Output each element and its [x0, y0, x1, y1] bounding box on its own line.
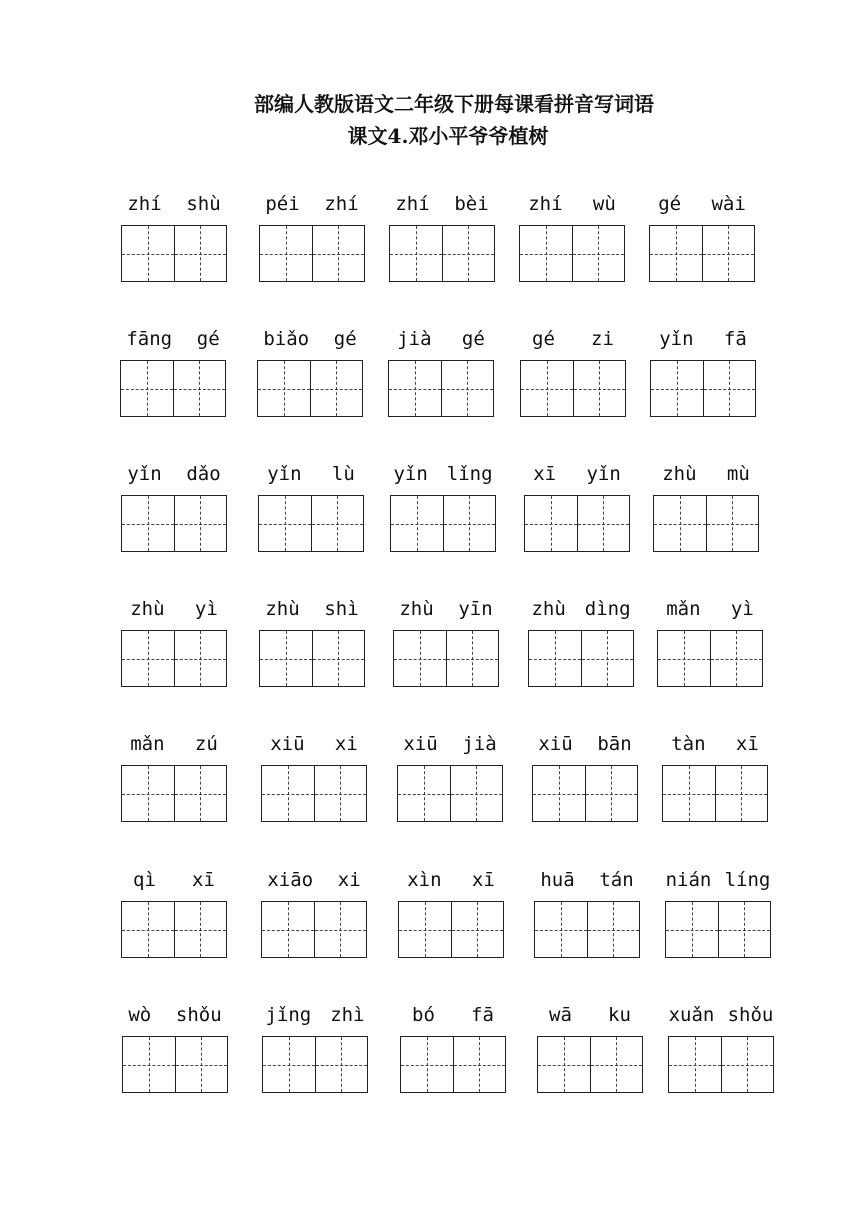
pinyin-syllable: zhí [395, 193, 430, 215]
pinyin-syllable: wā [549, 1004, 572, 1026]
word-item [393, 597, 499, 687]
pinyin-syllable: xī [735, 733, 759, 755]
character-cell[interactable] [263, 1037, 315, 1092]
pinyin-label [384, 462, 502, 486]
lesson-title: 课文4.邓小平爷爷植树 [347, 124, 549, 148]
word-item [400, 1003, 506, 1093]
pinyin-syllable: lǐng [446, 463, 493, 485]
pinyin-label [382, 327, 500, 351]
character-cell[interactable] [529, 631, 581, 686]
pinyin-syllable: lù [331, 463, 355, 485]
character-cell[interactable] [572, 226, 625, 281]
pinyin-syllable: gé [196, 328, 220, 350]
pinyin-syllable: xiū [270, 733, 305, 755]
word-item [397, 732, 503, 822]
pinyin-syllable: zhí [324, 193, 359, 215]
tianzige-writing-boxes[interactable] [257, 360, 363, 417]
character-cell[interactable] [173, 361, 226, 416]
tianzige-writing-boxes[interactable] [532, 765, 638, 822]
pinyin-syllable: yǐn [659, 328, 694, 350]
character-cell[interactable] [718, 902, 771, 957]
tianzige-writing-boxes[interactable] [121, 225, 227, 282]
character-cell[interactable] [174, 766, 227, 821]
character-cell[interactable] [315, 1037, 368, 1092]
tianzige-writing-boxes[interactable] [400, 1036, 506, 1093]
pinyin-syllable: zhù [265, 598, 300, 620]
word-item [653, 462, 759, 552]
tianzige-writing-boxes[interactable] [262, 1036, 368, 1093]
pinyin-syllable: yì [194, 598, 218, 620]
character-cell[interactable] [122, 631, 174, 686]
character-cell[interactable] [706, 496, 759, 551]
tianzige-writing-boxes[interactable] [653, 495, 759, 552]
word-item [649, 192, 755, 282]
pinyin-syllable: gé [461, 328, 485, 350]
character-cell[interactable] [122, 226, 174, 281]
word-item [261, 868, 367, 958]
pinyin-label [252, 462, 370, 486]
tianzige-writing-boxes[interactable] [259, 225, 365, 282]
pinyin-syllable: yǐn [393, 463, 428, 485]
exercise-row [0, 192, 860, 292]
pinyin-label [394, 1003, 512, 1027]
tianzige-writing-boxes[interactable] [657, 630, 763, 687]
pinyin-label [115, 868, 233, 892]
pinyin-syllable: huā [540, 869, 575, 891]
tianzige-writing-boxes[interactable] [537, 1036, 643, 1093]
character-cell[interactable] [399, 902, 451, 957]
character-cell[interactable] [262, 766, 314, 821]
tianzige-writing-boxes[interactable] [388, 360, 494, 417]
tianzige-writing-boxes[interactable] [528, 630, 634, 687]
tianzige-writing-boxes[interactable] [668, 1036, 774, 1093]
character-cell[interactable] [260, 631, 312, 686]
pinyin-label [643, 192, 761, 216]
character-cell[interactable] [658, 631, 710, 686]
pinyin-label [518, 462, 636, 486]
character-cell[interactable] [258, 361, 310, 416]
pinyin-syllable: wò [128, 1004, 152, 1026]
tianzige-writing-boxes[interactable] [534, 901, 640, 958]
character-cell[interactable] [650, 226, 702, 281]
pinyin-label [256, 1003, 374, 1027]
character-cell[interactable] [174, 631, 227, 686]
character-cell[interactable] [398, 766, 450, 821]
pinyin-syllable: jià [397, 328, 432, 350]
pinyin-syllable: zi [591, 328, 614, 350]
pinyin-syllable: tán [599, 869, 634, 891]
character-cell[interactable] [122, 496, 174, 551]
pinyin-syllable: xi [337, 869, 361, 891]
pinyin-syllable: shù [186, 193, 221, 215]
tianzige-writing-boxes[interactable] [121, 765, 227, 822]
character-cell[interactable] [535, 902, 587, 957]
word-item [524, 462, 630, 552]
exercise-row [0, 1003, 860, 1103]
character-cell[interactable] [538, 1037, 590, 1092]
word-item [261, 732, 367, 822]
tianzige-writing-boxes[interactable] [519, 225, 625, 282]
pinyin-syllable: wài [711, 193, 746, 215]
pinyin-syllable: jià [462, 733, 497, 755]
pinyin-label [528, 868, 646, 892]
pinyin-syllable: zhù [662, 463, 697, 485]
tianzige-writing-boxes[interactable] [397, 765, 503, 822]
word-item [519, 192, 625, 282]
word-item [657, 597, 763, 687]
pinyin-syllable: dǎo [186, 463, 221, 485]
pinyin-syllable: xiāo [267, 869, 314, 891]
pinyin-syllable: tàn [671, 733, 706, 755]
word-item [120, 327, 226, 417]
word-item [665, 868, 771, 958]
pinyin-syllable: zhí [127, 193, 162, 215]
pinyin-label [662, 1003, 780, 1027]
pinyin-syllable: yǐn [586, 463, 621, 485]
pinyin-syllable: gé [658, 193, 682, 215]
word-item [121, 192, 227, 282]
pinyin-label [114, 327, 232, 351]
character-cell[interactable] [121, 361, 173, 416]
pinyin-syllable: bān [597, 733, 632, 755]
character-cell[interactable] [581, 631, 634, 686]
character-cell[interactable] [710, 631, 763, 686]
pinyin-label [253, 192, 371, 216]
pinyin-syllable: fā [471, 1004, 494, 1026]
pinyin-label [391, 732, 509, 756]
character-cell[interactable] [441, 361, 494, 416]
pinyin-syllable: mù [726, 463, 750, 485]
character-cell[interactable] [654, 496, 706, 551]
character-cell[interactable] [401, 1037, 453, 1092]
word-item [257, 327, 363, 417]
tianzige-writing-boxes[interactable] [121, 495, 227, 552]
word-item [398, 868, 504, 958]
character-cell[interactable] [122, 902, 174, 957]
tianzige-writing-boxes[interactable] [120, 360, 226, 417]
character-cell[interactable] [174, 226, 227, 281]
word-item [258, 462, 364, 552]
pinyin-syllable: xuǎn [668, 1004, 715, 1026]
exercise-row [0, 327, 860, 427]
tianzige-writing-boxes[interactable] [398, 901, 504, 958]
pinyin-label [255, 868, 373, 892]
pinyin-syllable: péi [265, 193, 300, 215]
word-item [650, 327, 756, 417]
exercise-row [0, 462, 860, 562]
pinyin-syllable: bèi [454, 193, 489, 215]
character-cell[interactable] [651, 361, 703, 416]
pinyin-label [531, 1003, 649, 1027]
character-cell[interactable] [703, 361, 756, 416]
word-item [121, 732, 227, 822]
tianzige-writing-boxes[interactable] [121, 901, 227, 958]
character-cell[interactable] [525, 496, 577, 551]
character-cell[interactable] [521, 361, 573, 416]
character-cell[interactable] [715, 766, 768, 821]
character-cell[interactable] [123, 1037, 175, 1092]
word-item [121, 462, 227, 552]
character-cell[interactable] [451, 902, 504, 957]
character-cell[interactable] [314, 902, 367, 957]
exercise-row [0, 597, 860, 697]
pinyin-label [651, 597, 769, 621]
tianzige-writing-boxes[interactable] [649, 225, 755, 282]
word-item [668, 1003, 774, 1093]
pinyin-label [514, 327, 632, 351]
pinyin-syllable: xìn [407, 869, 442, 891]
character-cell[interactable] [394, 631, 446, 686]
character-cell[interactable] [174, 902, 227, 957]
pinyin-syllable: gé [532, 328, 555, 350]
pinyin-syllable: wù [592, 193, 616, 215]
character-cell[interactable] [391, 496, 443, 551]
pinyin-label [656, 732, 774, 756]
word-item [389, 192, 495, 282]
character-cell[interactable] [175, 1037, 228, 1092]
pinyin-label [644, 327, 762, 351]
pinyin-syllable: líng [724, 869, 771, 891]
tianzige-writing-boxes[interactable] [393, 630, 499, 687]
character-cell[interactable] [442, 226, 495, 281]
pinyin-syllable: gé [333, 328, 357, 350]
character-cell[interactable] [312, 226, 365, 281]
character-cell[interactable] [450, 766, 503, 821]
pinyin-label [115, 597, 233, 621]
word-item [537, 1003, 643, 1093]
pinyin-label [387, 597, 505, 621]
pinyin-syllable: jǐng [265, 1004, 312, 1026]
pinyin-syllable: yǐn [267, 463, 302, 485]
exercise-row [0, 868, 860, 968]
pinyin-syllable: xī [533, 463, 557, 485]
tianzige-writing-boxes[interactable] [650, 360, 756, 417]
pinyin-syllable: qì [133, 869, 156, 891]
pinyin-syllable: yǐn [127, 463, 162, 485]
word-item [390, 462, 496, 552]
pinyin-syllable: zhù [531, 598, 566, 620]
character-cell[interactable] [122, 766, 174, 821]
pinyin-syllable: shì [324, 598, 359, 620]
pinyin-syllable: xiū [403, 733, 438, 755]
pinyin-label [526, 732, 644, 756]
word-item [262, 1003, 368, 1093]
pinyin-label [115, 462, 233, 486]
tianzige-writing-boxes[interactable] [259, 630, 365, 687]
character-cell[interactable] [389, 361, 441, 416]
character-cell[interactable] [669, 1037, 721, 1092]
character-cell[interactable] [663, 766, 715, 821]
word-item [122, 1003, 228, 1093]
tianzige-writing-boxes[interactable] [389, 225, 495, 282]
word-item [388, 327, 494, 417]
character-cell[interactable] [259, 496, 311, 551]
tianzige-writing-boxes[interactable] [390, 495, 496, 552]
pinyin-syllable: fāng [126, 328, 173, 350]
tianzige-writing-boxes[interactable] [261, 765, 367, 822]
tianzige-writing-boxes[interactable] [665, 901, 771, 958]
pinyin-syllable: nián [665, 869, 712, 891]
pinyin-syllable: fā [723, 328, 747, 350]
word-item [121, 868, 227, 958]
tianzige-writing-boxes[interactable] [258, 495, 364, 552]
pinyin-syllable: dìng [584, 598, 631, 620]
tianzige-writing-boxes[interactable] [122, 1036, 228, 1093]
pinyin-label [115, 192, 233, 216]
page-title: 部编人教版语文二年级下册每课看拼音写词语 [254, 92, 654, 116]
character-cell[interactable] [390, 226, 442, 281]
pinyin-syllable: zhù [399, 598, 434, 620]
word-item [259, 597, 365, 687]
pinyin-syllable: ku [608, 1004, 631, 1026]
pinyin-syllable: zú [194, 733, 218, 755]
tianzige-writing-boxes[interactable] [524, 495, 630, 552]
character-cell[interactable] [533, 766, 585, 821]
pinyin-syllable: xī [192, 869, 215, 891]
pinyin-syllable: shǒu [175, 1004, 222, 1026]
character-cell[interactable] [721, 1037, 774, 1092]
exercise-row [0, 732, 860, 832]
pinyin-label [383, 192, 501, 216]
word-item [528, 597, 634, 687]
pinyin-syllable: xiū [538, 733, 573, 755]
pinyin-syllable: zhù [130, 598, 165, 620]
pinyin-label [255, 732, 373, 756]
character-cell[interactable] [702, 226, 755, 281]
tianzige-writing-boxes[interactable] [261, 901, 367, 958]
pinyin-syllable: zhì [330, 1004, 365, 1026]
pinyin-syllable: mǎn [130, 733, 165, 755]
pinyin-syllable: yì [730, 598, 754, 620]
word-item [259, 192, 365, 282]
word-item [662, 732, 768, 822]
word-item [121, 597, 227, 687]
pinyin-label [647, 462, 765, 486]
word-item [532, 732, 638, 822]
word-item [520, 327, 626, 417]
character-cell[interactable] [666, 902, 718, 957]
pinyin-syllable: biǎo [263, 328, 310, 350]
character-cell[interactable] [446, 631, 499, 686]
pinyin-label [116, 1003, 234, 1027]
character-cell[interactable] [520, 226, 572, 281]
character-cell[interactable] [174, 496, 227, 551]
pinyin-syllable: yīn [458, 598, 493, 620]
word-item [534, 868, 640, 958]
character-cell[interactable] [577, 496, 630, 551]
tianzige-writing-boxes[interactable] [520, 360, 626, 417]
character-cell[interactable] [590, 1037, 643, 1092]
pinyin-label [253, 597, 371, 621]
pinyin-label [659, 868, 777, 892]
character-cell[interactable] [311, 496, 364, 551]
pinyin-syllable: mǎn [666, 598, 701, 620]
pinyin-label [513, 192, 631, 216]
character-cell[interactable] [260, 226, 312, 281]
pinyin-syllable: xī [471, 869, 495, 891]
character-cell[interactable] [314, 766, 367, 821]
pinyin-label [115, 732, 233, 756]
pinyin-label [251, 327, 369, 351]
pinyin-syllable: xi [334, 733, 358, 755]
pinyin-syllable: shǒu [727, 1004, 774, 1026]
character-cell[interactable] [573, 361, 626, 416]
character-cell[interactable] [262, 902, 314, 957]
pinyin-syllable: bó [412, 1004, 435, 1026]
character-cell[interactable] [453, 1037, 506, 1092]
character-cell[interactable] [585, 766, 638, 821]
tianzige-writing-boxes[interactable] [662, 765, 768, 822]
character-cell[interactable] [312, 631, 365, 686]
pinyin-syllable: zhí [528, 193, 563, 215]
character-cell[interactable] [587, 902, 640, 957]
character-cell[interactable] [443, 496, 496, 551]
tianzige-writing-boxes[interactable] [121, 630, 227, 687]
pinyin-label [522, 597, 640, 621]
character-cell[interactable] [310, 361, 363, 416]
pinyin-label [392, 868, 510, 892]
